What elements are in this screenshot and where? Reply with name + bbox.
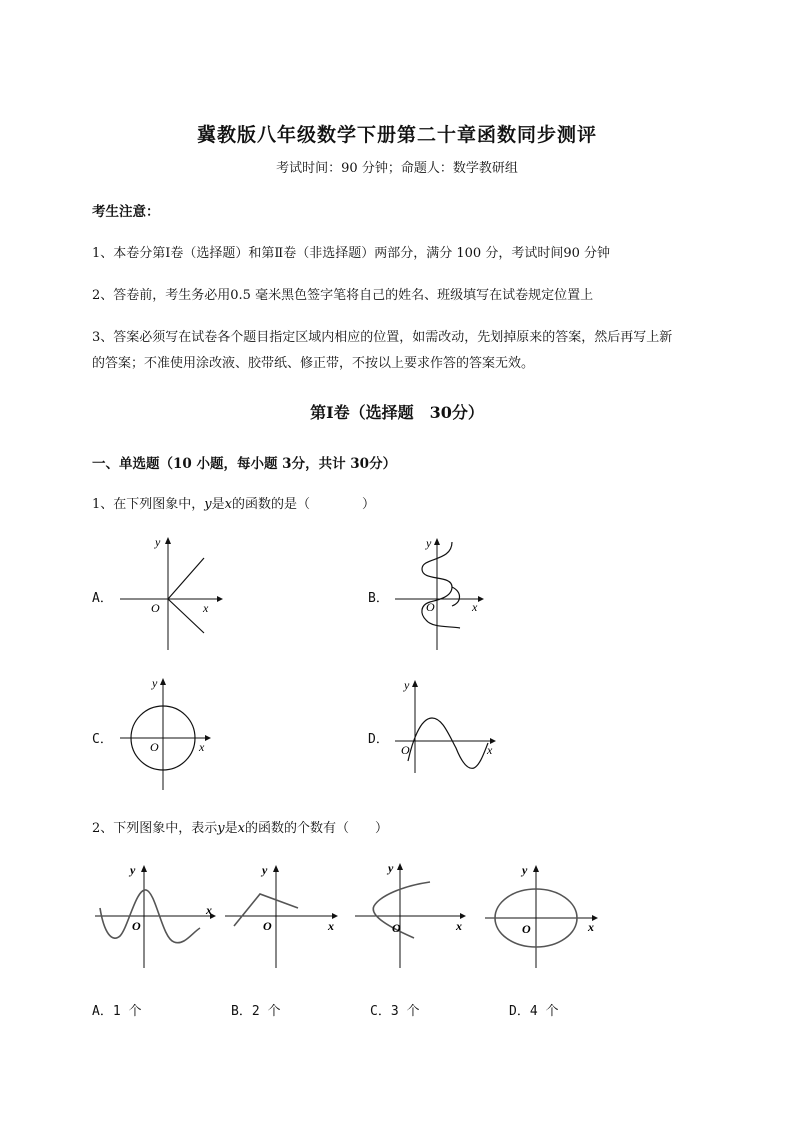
q2-graph-2-y-label: y xyxy=(262,863,268,877)
notice-heading: 考生注意： xyxy=(92,204,160,220)
graph-c-x-label: x xyxy=(199,740,205,754)
q1-option-c-label: C． xyxy=(92,732,113,747)
q2-text-suffix: 的函数的个数有（ ） xyxy=(245,821,389,836)
q1-text-mid: 是 xyxy=(211,497,225,512)
notice-item-2: 2、答卷前，考生务必用0.5 毫米黑色签字笔将自己的姓名、班级填写在试卷规定位置上 xyxy=(92,288,594,303)
question-2 xyxy=(92,817,388,836)
q2-option-d: D．4 个 xyxy=(509,1004,559,1019)
q2-graph-4 xyxy=(482,858,607,970)
graph-b-origin: O xyxy=(426,600,435,614)
q2-option-c: C．3 个 xyxy=(370,1004,420,1019)
q2-text-mid: 是 xyxy=(224,821,238,836)
q2-graph-2-x-label: x xyxy=(328,919,334,933)
q2-graph-3 xyxy=(352,858,477,970)
q2-graph-2-origin: O xyxy=(263,919,272,933)
q1-option-b-label: B． xyxy=(368,591,389,606)
notice-item-3: 3、答案必须写在试卷各个题目指定区域内相应的位置，如需改动，先划掉原来的答案，然后再写上新 xyxy=(92,330,673,345)
q2-graph-3-y-label: y xyxy=(388,861,394,875)
q2-var-y: y xyxy=(217,821,225,836)
q1-option-a-label: A． xyxy=(92,591,113,606)
graph-c-origin: O xyxy=(150,740,159,754)
q1-text-suffix: 的函数的是（ ） xyxy=(232,497,376,512)
graph-b-y-label: y xyxy=(426,536,432,550)
q2-graph-1-x-label: x xyxy=(206,903,212,917)
graph-d-x-label: x xyxy=(487,743,493,757)
q2-graph-3-origin: O xyxy=(392,921,401,935)
graph-b-x-label: x xyxy=(472,600,478,614)
q1-text-prefix: 1、在下列图象中， xyxy=(92,497,205,512)
q2-graph-1 xyxy=(92,858,222,970)
q2-option-b: B．2 个 xyxy=(231,1004,281,1019)
q2-graph-2 xyxy=(222,858,347,970)
part-heading: 一、单选题（10 小题，每小题 3分，共计 30分） xyxy=(92,456,397,472)
section-title: 第Ⅰ卷（选择题 30分） xyxy=(310,403,484,422)
notice-item-3-cont: 的答案；不准使用涂改液、胶带纸、修正带，不按以上要求作答的答案无效。 xyxy=(92,356,535,371)
graph-a-origin: O xyxy=(151,601,160,615)
q2-graph-4-origin: O xyxy=(522,922,531,936)
q1-graph-c xyxy=(115,673,215,793)
graph-a-y-label: y xyxy=(155,535,161,549)
page-title: 冀教版八年级数学下册第二十章函数同步测评 xyxy=(196,124,597,146)
q1-var-x: x xyxy=(224,497,232,512)
q2-graph-1-origin: O xyxy=(132,919,141,933)
graph-a-x-label: x xyxy=(203,601,209,615)
q2-graph-4-y-label: y xyxy=(522,863,528,877)
question-1 xyxy=(92,493,375,512)
q1-option-d-label: D． xyxy=(368,732,389,747)
notice-item-1: 1、本卷分第Ⅰ卷（选择题）和第Ⅱ卷（非选择题）两部分，满分 100 分，考试时间90 分钟 xyxy=(92,246,610,261)
q2-option-a: A．1 个 xyxy=(92,1004,142,1019)
q2-text-prefix: 2、下列图象中，表示 xyxy=(92,821,218,836)
q1-graph-d xyxy=(390,673,502,778)
q2-graph-1-y-label: y xyxy=(130,863,136,877)
q2-var-x: x xyxy=(237,821,245,836)
q1-var-y: y xyxy=(204,497,212,512)
exam-info: 考试时间：90 分钟；命题人：数学教研组 xyxy=(276,161,518,176)
graph-c-y-label: y xyxy=(152,676,158,690)
graph-d-origin: O xyxy=(401,743,410,757)
graph-d-y-label: y xyxy=(404,678,410,692)
q2-graph-4-x-label: x xyxy=(588,920,594,934)
q2-graph-3-x-label: x xyxy=(456,919,462,933)
q1-graph-b xyxy=(390,532,490,657)
q1-graph-a xyxy=(115,530,225,655)
